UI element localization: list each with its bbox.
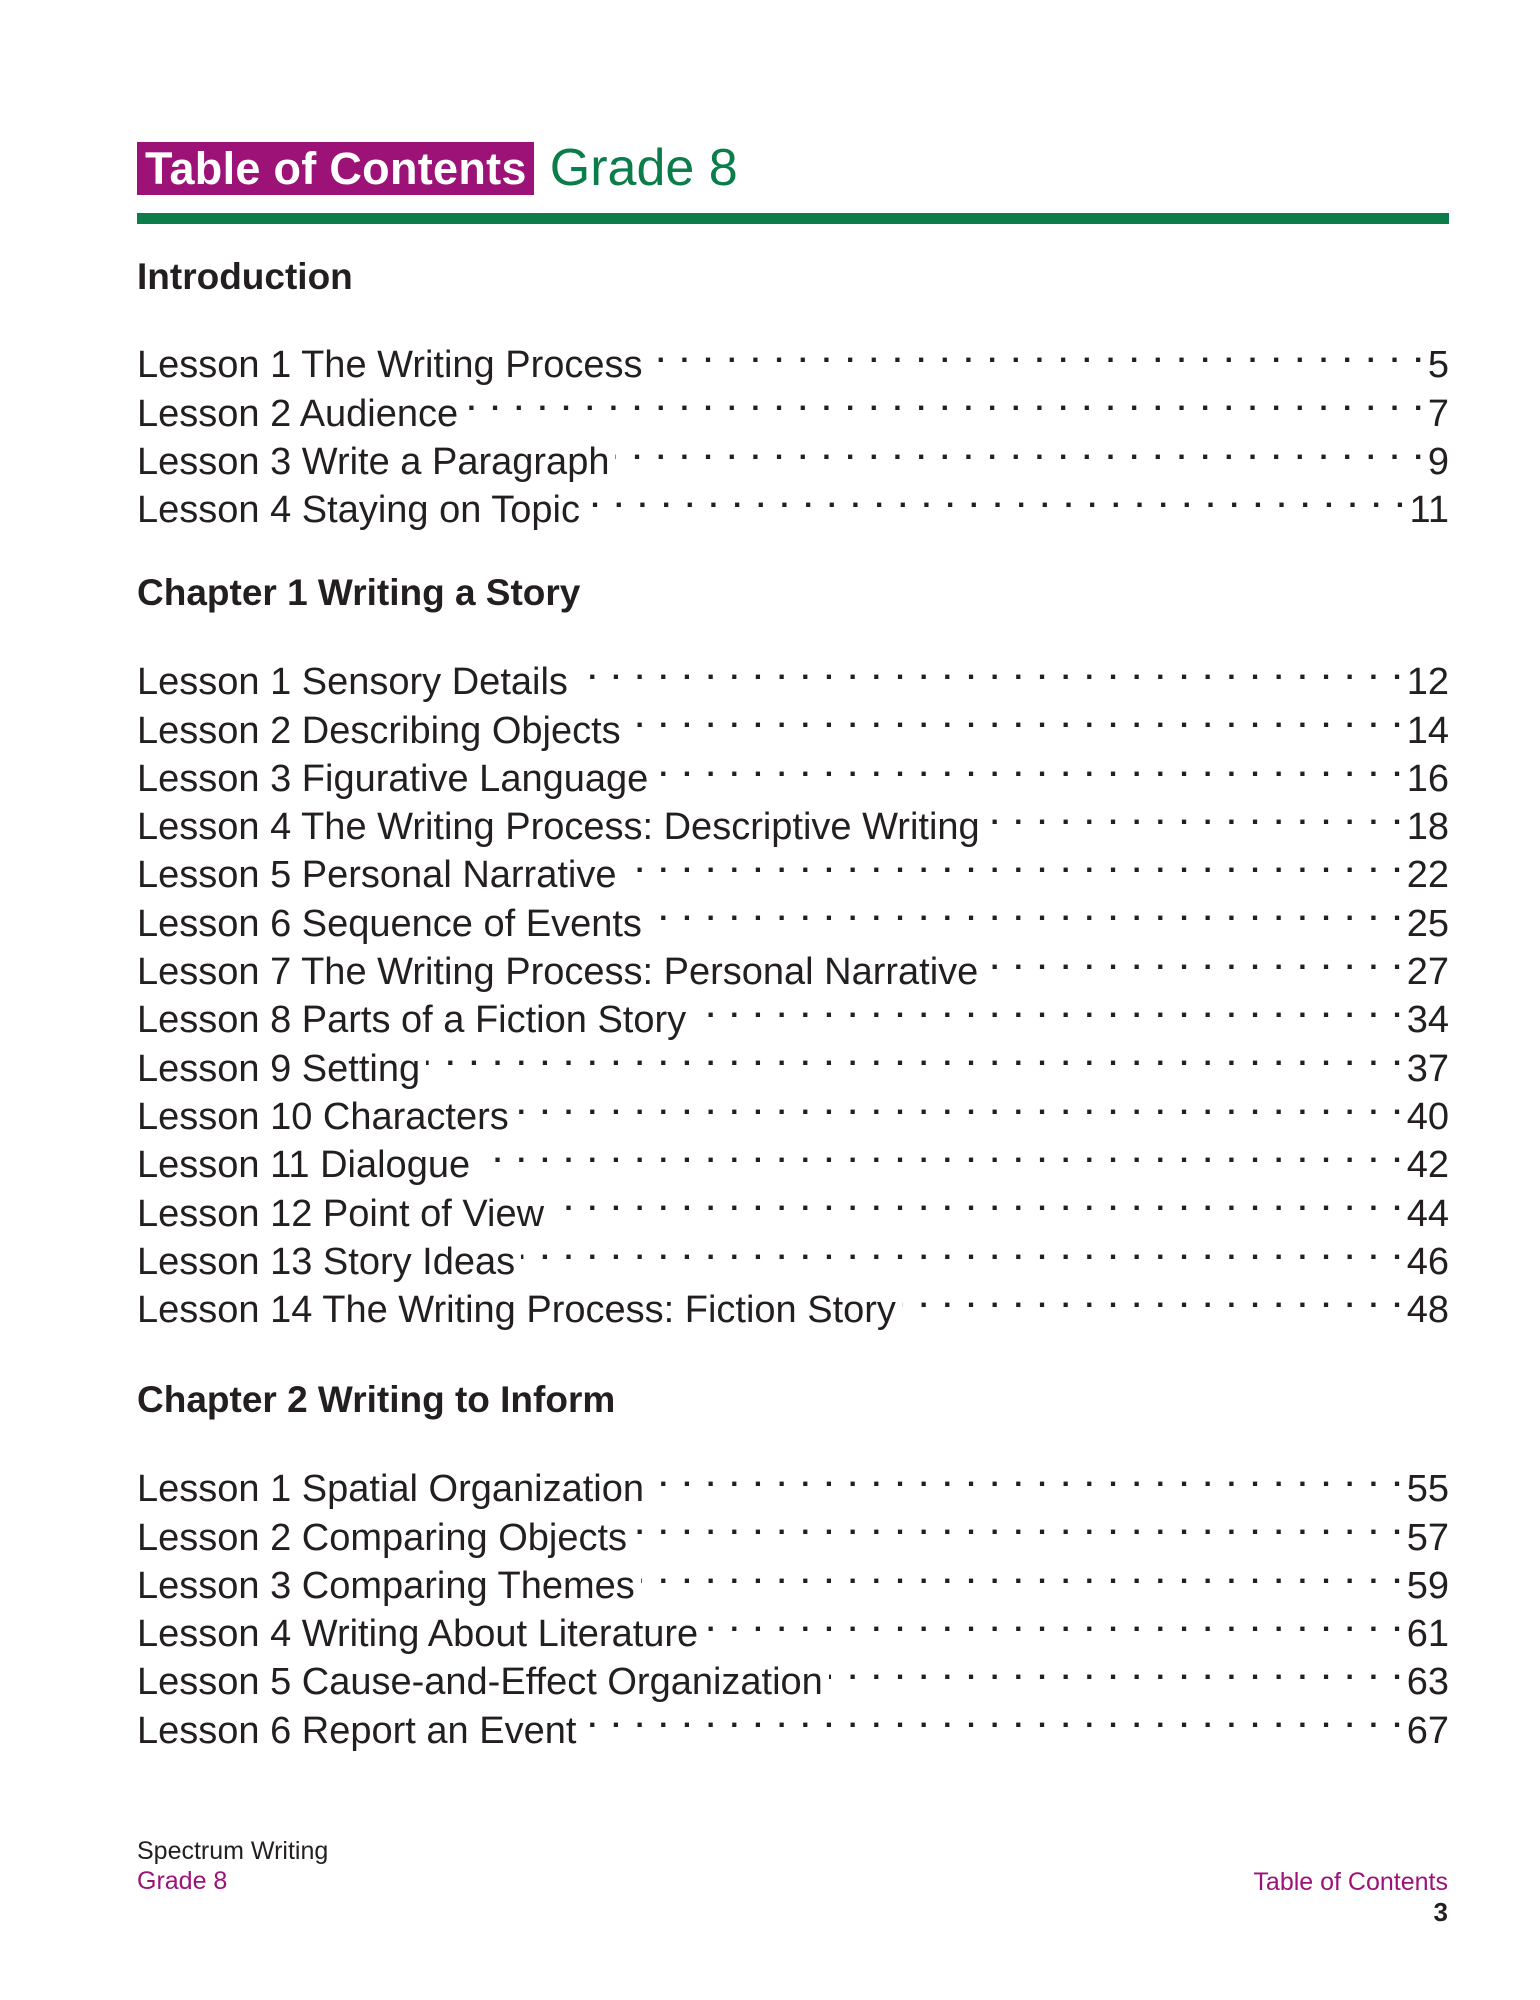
entry-title: Lesson 1 Sensory Details bbox=[137, 661, 568, 704]
entry-page: 48 bbox=[1406, 1289, 1449, 1332]
entry-page: 67 bbox=[1406, 1709, 1449, 1752]
entry-page: 42 bbox=[1406, 1144, 1449, 1187]
entry-page: 57 bbox=[1406, 1516, 1449, 1559]
dot-leader bbox=[650, 1453, 1405, 1501]
entry-title: Lesson 5 Cause-and-Effect Organization bbox=[137, 1661, 823, 1704]
header-divider bbox=[137, 213, 1449, 224]
footer-left bbox=[137, 1836, 328, 1896]
entry-title: Lesson 1 The Writing Process bbox=[137, 344, 643, 387]
entry-page: 14 bbox=[1406, 709, 1449, 752]
dot-leader bbox=[649, 329, 1426, 377]
dot-leader bbox=[627, 694, 1405, 742]
entry-page: 55 bbox=[1406, 1468, 1449, 1511]
footer-brand: Spectrum Writing bbox=[137, 1837, 329, 1865]
entry-title: Lesson 13 Story Ideas bbox=[137, 1240, 516, 1283]
entry-page: 9 bbox=[1427, 440, 1449, 483]
entry-page: 61 bbox=[1406, 1613, 1449, 1656]
entry-title: Lesson 2 Comparing Objects bbox=[137, 1516, 628, 1559]
entry-title: Lesson 14 The Writing Process: Fiction Story bbox=[137, 1289, 896, 1332]
entry-title: Lesson 4 The Writing Process: Descriptive Writing bbox=[137, 806, 980, 849]
entry-title: Lesson 10 Characters bbox=[137, 1095, 509, 1138]
dot-leader bbox=[615, 426, 1425, 474]
entry-title: Lesson 6 Sequence of Events bbox=[137, 902, 642, 945]
dot-leader bbox=[641, 1550, 1405, 1598]
page-title bbox=[137, 139, 738, 197]
entry-page: 63 bbox=[1406, 1661, 1449, 1704]
dot-leader bbox=[633, 1501, 1405, 1549]
entry-title: Lesson 6 Report an Event bbox=[137, 1709, 577, 1752]
dot-leader bbox=[476, 1129, 1405, 1177]
entry-title: Lesson 12 Point of View bbox=[137, 1192, 545, 1235]
grade-label: Grade 8 bbox=[549, 139, 738, 197]
toc-entry[interactable] bbox=[137, 646, 1449, 704]
entry-title: Lesson 3 Comparing Themes bbox=[137, 1564, 635, 1607]
entry-page: 27 bbox=[1406, 951, 1449, 994]
dot-leader bbox=[986, 791, 1405, 839]
footer-right bbox=[1253, 1867, 1448, 1927]
dot-leader bbox=[574, 646, 1405, 694]
entry-page: 16 bbox=[1406, 757, 1449, 800]
title-label: Table of Contents bbox=[137, 142, 534, 195]
dot-leader bbox=[582, 1694, 1404, 1742]
entry-title: Lesson 8 Parts of a Fiction Story bbox=[137, 999, 687, 1042]
entry-page: 7 bbox=[1427, 392, 1449, 435]
entry-title: Lesson 1 Spatial Organization bbox=[137, 1468, 644, 1511]
section-heading-introduction: Introduction bbox=[137, 256, 353, 297]
entry-title: Lesson 2 Describing Objects bbox=[137, 709, 621, 752]
dot-leader bbox=[426, 1032, 1405, 1080]
dot-leader bbox=[515, 1081, 1405, 1129]
dot-leader bbox=[622, 839, 1404, 887]
entry-page: 11 bbox=[1409, 489, 1449, 532]
dot-leader bbox=[829, 1646, 1405, 1694]
entry-page: 22 bbox=[1406, 854, 1449, 897]
entry-page: 40 bbox=[1406, 1095, 1449, 1138]
entry-page: 59 bbox=[1406, 1564, 1449, 1607]
section-heading-chapter-1: Chapter 1 Writing a Story bbox=[137, 572, 581, 613]
dot-leader bbox=[654, 743, 1404, 791]
entry-page: 18 bbox=[1406, 806, 1449, 849]
footer-section-title: Table of Contents bbox=[1253, 1868, 1448, 1896]
entry-page: 5 bbox=[1427, 344, 1449, 387]
dot-leader bbox=[586, 474, 1408, 522]
entry-page: 12 bbox=[1406, 661, 1449, 704]
chapter-2-lesson-list bbox=[137, 1453, 1449, 1752]
entry-title: Lesson 5 Personal Narrative bbox=[137, 854, 617, 897]
dot-leader bbox=[648, 887, 1405, 935]
entry-title: Lesson 7 The Writing Process: Personal Narrative bbox=[137, 951, 979, 994]
entry-page: 37 bbox=[1406, 1047, 1449, 1090]
entry-title: Lesson 2 Audience bbox=[137, 392, 459, 435]
entry-title: Lesson 4 Writing About Literature bbox=[137, 1613, 699, 1656]
entry-title: Lesson 3 Write a Paragraph bbox=[137, 440, 610, 483]
dot-leader bbox=[692, 984, 1405, 1032]
dot-leader bbox=[464, 377, 1426, 425]
entry-page: 25 bbox=[1406, 902, 1449, 945]
entry-page: 34 bbox=[1406, 999, 1449, 1042]
footer-grade: Grade 8 bbox=[137, 1867, 228, 1895]
entry-page: 44 bbox=[1406, 1192, 1449, 1235]
dot-leader bbox=[902, 1274, 1405, 1322]
toc-entry[interactable] bbox=[137, 1453, 1449, 1511]
dot-leader bbox=[704, 1598, 1405, 1646]
page-number: 3 bbox=[1433, 1897, 1448, 1927]
dot-leader bbox=[550, 1177, 1405, 1225]
section-heading-chapter-2: Chapter 2 Writing to Inform bbox=[137, 1379, 616, 1420]
entry-title: Lesson 3 Figurative Language bbox=[137, 757, 649, 800]
entry-title: Lesson 9 Setting bbox=[137, 1047, 421, 1090]
entry-page: 46 bbox=[1406, 1240, 1449, 1283]
toc-entry[interactable] bbox=[137, 329, 1449, 387]
entry-title: Lesson 4 Staying on Topic bbox=[137, 489, 580, 532]
chapter-1-lesson-list bbox=[137, 646, 1449, 1332]
dot-leader bbox=[984, 936, 1404, 984]
dot-leader bbox=[521, 1226, 1405, 1274]
entry-title: Lesson 11 Dialogue bbox=[137, 1144, 471, 1187]
introduction-lesson-list bbox=[137, 329, 1449, 532]
